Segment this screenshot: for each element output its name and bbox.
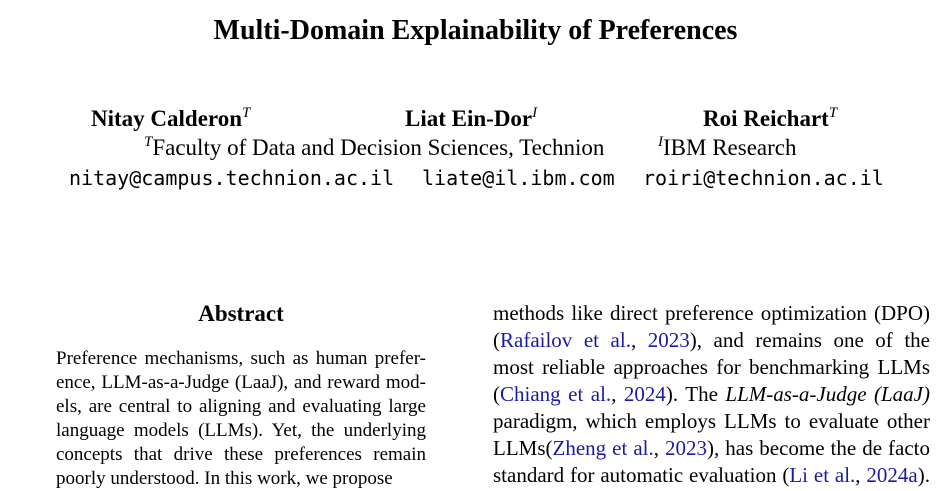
text: ( xyxy=(493,328,500,352)
citation-link[interactable]: Rafailov et al. xyxy=(500,328,631,352)
affiliation xyxy=(144,133,604,163)
affiliation-mark: T xyxy=(144,134,153,150)
abstract-line: language models (LLMs). Yet, the underlying xyxy=(56,420,426,441)
text: , xyxy=(630,328,648,352)
citation-link[interactable]: 2023 xyxy=(647,328,690,352)
abstract-line: concepts that drive these preferences remain xyxy=(56,444,426,465)
text: ), has become the de facto xyxy=(707,436,930,460)
affiliation-name: IBM Research xyxy=(663,135,797,160)
body-line: most reliable approaches for benchmarking LLMs xyxy=(493,355,930,379)
abstract-body xyxy=(56,347,426,491)
paper-title: Multi-Domain Explainability of Preferences xyxy=(213,15,738,46)
author-name xyxy=(405,104,537,134)
text: ), and remains one of the xyxy=(689,328,930,352)
author-name-text: Roi Reichart xyxy=(703,106,829,131)
affiliation-mark: I xyxy=(532,105,538,121)
affiliation xyxy=(658,133,797,163)
affiliation-mark: T xyxy=(828,105,838,121)
abstract-line: Preference mechanisms, such as human prefer- xyxy=(56,348,426,369)
author-email[interactable]: liate@il.ibm.com xyxy=(422,166,615,190)
author-name xyxy=(91,104,250,134)
abstract-line: poorly understood. In this work, we propose xyxy=(56,468,393,489)
text: ( xyxy=(493,382,500,406)
citation-link[interactable]: 2024a xyxy=(866,463,918,487)
citation-link[interactable]: Li et al. xyxy=(789,463,856,487)
affiliation-mark: I xyxy=(658,134,663,150)
body-line xyxy=(493,327,930,354)
body-line xyxy=(493,435,930,462)
affiliation-mark: T xyxy=(242,105,251,121)
citation-link[interactable]: Chiang et al. xyxy=(500,382,612,406)
text: standard for automatic evaluation ( xyxy=(493,463,790,487)
author-email[interactable]: roiri@technion.ac.il xyxy=(643,166,884,190)
text: , xyxy=(611,382,624,406)
body-line: methods like direct preference optimization (DPO) xyxy=(493,301,930,325)
abstract-line: els, are central to aligning and evaluating large xyxy=(56,396,426,417)
author-name xyxy=(703,104,837,134)
emphasis-term: LLM-as-a-Judge (LaaJ) xyxy=(725,382,930,406)
text: LLMs( xyxy=(493,436,553,460)
abstract-heading: Abstract xyxy=(198,301,284,326)
citation-link[interactable]: 2023 xyxy=(665,436,707,460)
body-line xyxy=(493,381,930,408)
author-name-text: Liat Ein-Dor xyxy=(405,106,533,131)
body-line: paradigm, which employs LLMs to evaluate other xyxy=(493,409,930,433)
intro-paragraph xyxy=(493,300,930,489)
citation-link[interactable]: 2024 xyxy=(623,382,666,406)
text: , xyxy=(855,463,867,487)
text: ). xyxy=(917,463,930,487)
text: , xyxy=(653,436,665,460)
affiliation-name: Faculty of Data and Decision Sciences, Technion xyxy=(152,135,605,160)
author-email[interactable]: nitay@campus.technion.ac.il xyxy=(69,166,395,190)
citation-link[interactable]: Zheng et al. xyxy=(552,436,654,460)
body-line xyxy=(493,462,930,489)
author-name-text: Nitay Calderon xyxy=(91,106,242,131)
text: ). The xyxy=(665,382,726,406)
abstract-line: ence, LLM-as-a-Judge (LaaJ), and reward mod- xyxy=(56,372,426,393)
